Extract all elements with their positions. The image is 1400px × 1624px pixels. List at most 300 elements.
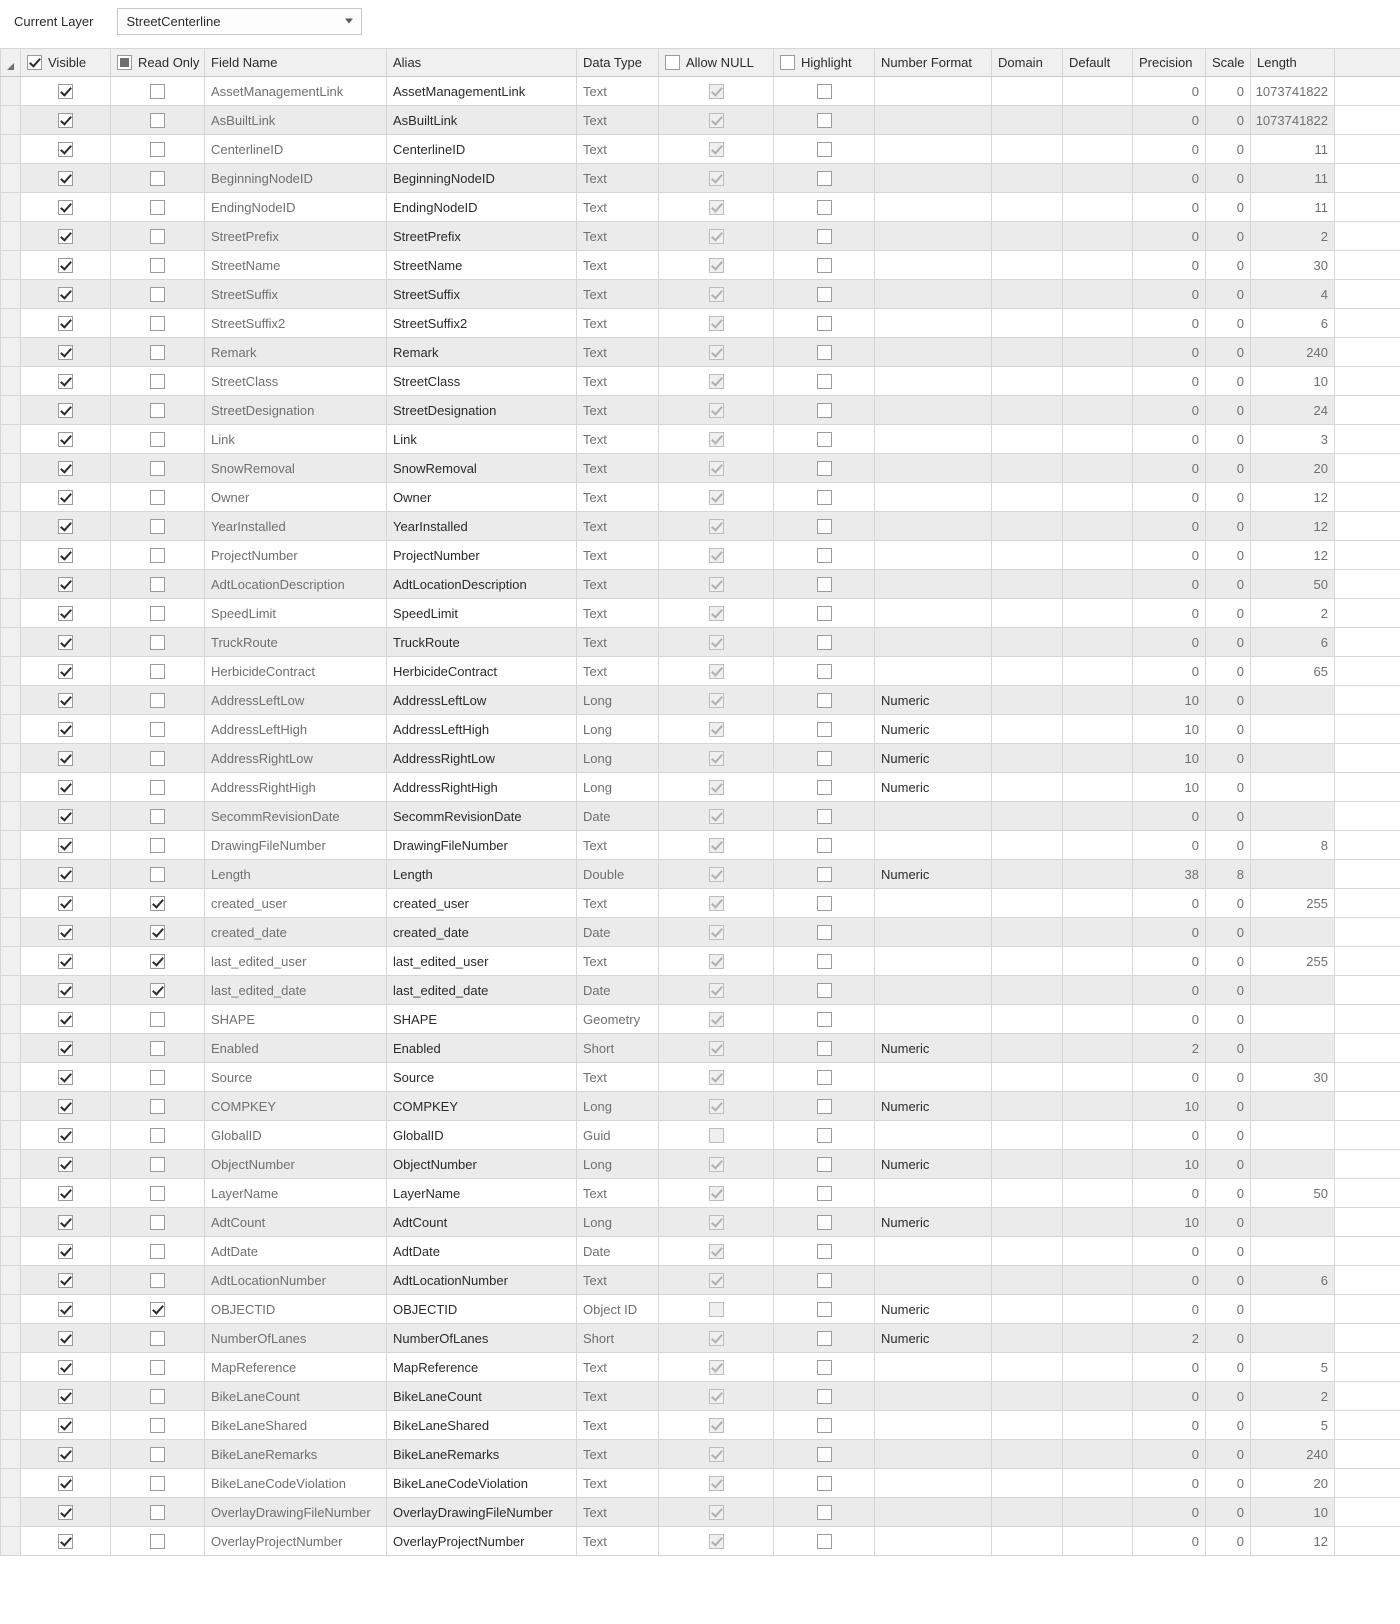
scale-cell[interactable]: [1206, 715, 1251, 744]
length-cell[interactable]: [1251, 1353, 1335, 1382]
highlight-checkbox[interactable]: [817, 1331, 832, 1346]
scale-cell[interactable]: [1206, 135, 1251, 164]
readonly-cell[interactable]: [111, 1121, 205, 1150]
table-row[interactable]: [1, 976, 1400, 1005]
visible-cell[interactable]: [21, 744, 111, 773]
readonly-cell[interactable]: [111, 1266, 205, 1295]
highlight-cell[interactable]: [774, 599, 875, 628]
highlight-cell[interactable]: [774, 686, 875, 715]
domain-cell[interactable]: [992, 1237, 1063, 1266]
precision-cell[interactable]: [1133, 1324, 1206, 1353]
highlight-cell[interactable]: [774, 1121, 875, 1150]
visible-checkbox[interactable]: [58, 1302, 73, 1317]
precision-cell[interactable]: [1133, 802, 1206, 831]
visible-cell[interactable]: [21, 541, 111, 570]
numberformat-cell[interactable]: [875, 1063, 992, 1092]
readonly-cell[interactable]: [111, 773, 205, 802]
fieldname-cell[interactable]: [205, 309, 387, 338]
precision-cell[interactable]: [1133, 1295, 1206, 1324]
datatype-cell[interactable]: [577, 1237, 659, 1266]
fieldname-cell[interactable]: [205, 1034, 387, 1063]
allownull-cell[interactable]: [659, 222, 774, 251]
row-selector[interactable]: [1, 454, 21, 483]
highlight-checkbox[interactable]: [817, 1186, 832, 1201]
highlight-checkbox[interactable]: [817, 809, 832, 824]
precision-cell[interactable]: [1133, 744, 1206, 773]
numberformat-cell[interactable]: [875, 1411, 992, 1440]
highlight-cell[interactable]: [774, 1324, 875, 1353]
visible-checkbox[interactable]: [58, 113, 73, 128]
visible-checkbox[interactable]: [58, 1418, 73, 1433]
domain-cell[interactable]: [992, 1121, 1063, 1150]
domain-cell[interactable]: [992, 802, 1063, 831]
table-row[interactable]: [1, 715, 1400, 744]
row-selector[interactable]: [1, 1237, 21, 1266]
fieldname-cell[interactable]: [205, 1498, 387, 1527]
readonly-cell[interactable]: [111, 1353, 205, 1382]
highlight-checkbox[interactable]: [817, 374, 832, 389]
current-layer-dropdown[interactable]: [117, 8, 362, 35]
default-cell[interactable]: [1063, 1150, 1133, 1179]
datatype-cell[interactable]: [577, 1121, 659, 1150]
highlight-checkbox[interactable]: [817, 867, 832, 882]
readonly-cell[interactable]: [111, 715, 205, 744]
visible-checkbox[interactable]: [58, 606, 73, 621]
alias-cell[interactable]: [387, 599, 577, 628]
fieldname-cell[interactable]: [205, 570, 387, 599]
allownull-cell[interactable]: [659, 193, 774, 222]
allownull-cell[interactable]: [659, 773, 774, 802]
highlight-cell[interactable]: [774, 512, 875, 541]
visible-cell[interactable]: [21, 1469, 111, 1498]
row-selector[interactable]: [1, 1527, 21, 1556]
default-cell[interactable]: [1063, 1324, 1133, 1353]
row-selector[interactable]: [1, 1469, 21, 1498]
numberformat-cell[interactable]: [875, 1527, 992, 1556]
highlight-checkbox[interactable]: [817, 606, 832, 621]
domain-cell[interactable]: [992, 106, 1063, 135]
highlight-cell[interactable]: [774, 802, 875, 831]
allownull-header-checkbox[interactable]: [665, 55, 680, 70]
allownull-cell[interactable]: [659, 367, 774, 396]
table-row[interactable]: [1, 1440, 1400, 1469]
highlight-checkbox[interactable]: [817, 287, 832, 302]
datatype-cell[interactable]: [577, 106, 659, 135]
numberformat-cell[interactable]: [875, 280, 992, 309]
row-selector[interactable]: [1, 1034, 21, 1063]
precision-cell[interactable]: [1133, 1382, 1206, 1411]
fieldname-cell[interactable]: [205, 1324, 387, 1353]
visible-checkbox[interactable]: [58, 229, 73, 244]
default-cell[interactable]: [1063, 135, 1133, 164]
fieldname-cell[interactable]: [205, 1295, 387, 1324]
visible-cell[interactable]: [21, 1266, 111, 1295]
highlight-checkbox[interactable]: [817, 1041, 832, 1056]
readonly-checkbox[interactable]: [150, 200, 165, 215]
readonly-cell[interactable]: [111, 744, 205, 773]
fieldname-cell[interactable]: [205, 367, 387, 396]
datatype-cell[interactable]: [577, 222, 659, 251]
numberformat-cell[interactable]: [875, 309, 992, 338]
row-selector[interactable]: [1, 1208, 21, 1237]
highlight-cell[interactable]: [774, 367, 875, 396]
readonly-checkbox[interactable]: [150, 1186, 165, 1201]
table-row[interactable]: [1, 454, 1400, 483]
alias-cell[interactable]: [387, 889, 577, 918]
readonly-cell[interactable]: [111, 1498, 205, 1527]
table-row[interactable]: [1, 1266, 1400, 1295]
readonly-cell[interactable]: [111, 802, 205, 831]
precision-cell[interactable]: [1133, 1121, 1206, 1150]
precision-cell[interactable]: [1133, 309, 1206, 338]
scale-cell[interactable]: [1206, 1498, 1251, 1527]
visible-cell[interactable]: [21, 860, 111, 889]
default-cell[interactable]: [1063, 1121, 1133, 1150]
domain-cell[interactable]: [992, 1034, 1063, 1063]
visible-cell[interactable]: [21, 1005, 111, 1034]
domain-cell[interactable]: [992, 1324, 1063, 1353]
default-cell[interactable]: [1063, 1295, 1133, 1324]
numberformat-cell[interactable]: [875, 106, 992, 135]
readonly-cell[interactable]: [111, 164, 205, 193]
readonly-cell[interactable]: [111, 1411, 205, 1440]
fieldname-cell[interactable]: [205, 773, 387, 802]
default-cell[interactable]: [1063, 77, 1133, 106]
scale-cell[interactable]: [1206, 1179, 1251, 1208]
visible-cell[interactable]: [21, 77, 111, 106]
allownull-cell[interactable]: [659, 947, 774, 976]
alias-cell[interactable]: [387, 193, 577, 222]
highlight-cell[interactable]: [774, 1150, 875, 1179]
scale-cell[interactable]: [1206, 193, 1251, 222]
highlight-cell[interactable]: [774, 1440, 875, 1469]
numberformat-cell[interactable]: [875, 454, 992, 483]
precision-cell[interactable]: [1133, 1208, 1206, 1237]
visible-cell[interactable]: [21, 1295, 111, 1324]
precision-cell[interactable]: [1133, 1150, 1206, 1179]
domain-cell[interactable]: [992, 1208, 1063, 1237]
length-cell[interactable]: [1251, 976, 1335, 1005]
numberformat-cell[interactable]: [875, 976, 992, 1005]
row-selector[interactable]: [1, 831, 21, 860]
datatype-cell[interactable]: [577, 1469, 659, 1498]
default-cell[interactable]: [1063, 628, 1133, 657]
highlight-checkbox[interactable]: [817, 693, 832, 708]
precision-cell[interactable]: [1133, 1469, 1206, 1498]
domain-cell[interactable]: [992, 1498, 1063, 1527]
highlight-cell[interactable]: [774, 541, 875, 570]
readonly-cell[interactable]: [111, 918, 205, 947]
datatype-cell[interactable]: [577, 599, 659, 628]
default-cell[interactable]: [1063, 1411, 1133, 1440]
scale-cell[interactable]: [1206, 802, 1251, 831]
readonly-cell[interactable]: [111, 889, 205, 918]
default-cell[interactable]: [1063, 222, 1133, 251]
numberformat-cell[interactable]: [875, 947, 992, 976]
datatype-cell[interactable]: [577, 396, 659, 425]
readonly-cell[interactable]: [111, 106, 205, 135]
alias-cell[interactable]: [387, 715, 577, 744]
default-cell[interactable]: [1063, 541, 1133, 570]
visible-cell[interactable]: [21, 947, 111, 976]
domain-cell[interactable]: [992, 860, 1063, 889]
length-cell[interactable]: [1251, 570, 1335, 599]
readonly-cell[interactable]: [111, 77, 205, 106]
table-row[interactable]: [1, 309, 1400, 338]
length-cell[interactable]: [1251, 77, 1335, 106]
readonly-checkbox[interactable]: [150, 229, 165, 244]
scale-cell[interactable]: [1206, 657, 1251, 686]
table-row[interactable]: [1, 1469, 1400, 1498]
visible-checkbox[interactable]: [58, 1331, 73, 1346]
fieldname-cell[interactable]: [205, 1121, 387, 1150]
row-selector[interactable]: [1, 1498, 21, 1527]
highlight-cell[interactable]: [774, 947, 875, 976]
datatype-cell[interactable]: [577, 77, 659, 106]
visible-cell[interactable]: [21, 1382, 111, 1411]
precision-cell[interactable]: [1133, 77, 1206, 106]
readonly-cell[interactable]: [111, 338, 205, 367]
default-cell[interactable]: [1063, 1266, 1133, 1295]
length-cell[interactable]: [1251, 1034, 1335, 1063]
alias-cell[interactable]: [387, 1208, 577, 1237]
highlight-cell[interactable]: [774, 1034, 875, 1063]
fieldname-cell[interactable]: [205, 831, 387, 860]
highlight-cell[interactable]: [774, 1498, 875, 1527]
fieldname-cell[interactable]: [205, 193, 387, 222]
allownull-cell[interactable]: [659, 1179, 774, 1208]
highlight-checkbox[interactable]: [817, 316, 832, 331]
highlight-cell[interactable]: [774, 309, 875, 338]
precision-cell[interactable]: [1133, 570, 1206, 599]
allownull-cell[interactable]: [659, 715, 774, 744]
datatype-cell[interactable]: [577, 1208, 659, 1237]
datatype-cell[interactable]: [577, 1179, 659, 1208]
default-cell[interactable]: [1063, 1179, 1133, 1208]
visible-cell[interactable]: [21, 686, 111, 715]
precision-cell[interactable]: [1133, 1005, 1206, 1034]
highlight-checkbox[interactable]: [817, 461, 832, 476]
visible-cell[interactable]: [21, 918, 111, 947]
datatype-cell[interactable]: [577, 135, 659, 164]
scale-cell[interactable]: [1206, 918, 1251, 947]
table-row[interactable]: [1, 686, 1400, 715]
readonly-checkbox[interactable]: [150, 1534, 165, 1549]
domain-cell[interactable]: [992, 483, 1063, 512]
length-cell[interactable]: [1251, 773, 1335, 802]
visible-checkbox[interactable]: [58, 432, 73, 447]
highlight-checkbox[interactable]: [817, 1244, 832, 1259]
readonly-cell[interactable]: [111, 1237, 205, 1266]
highlight-cell[interactable]: [774, 135, 875, 164]
readonly-cell[interactable]: [111, 1295, 205, 1324]
visible-cell[interactable]: [21, 367, 111, 396]
visible-cell[interactable]: [21, 570, 111, 599]
row-selector[interactable]: [1, 106, 21, 135]
table-row[interactable]: [1, 1179, 1400, 1208]
highlight-cell[interactable]: [774, 1382, 875, 1411]
column-header-datatype[interactable]: [577, 49, 659, 77]
row-selector[interactable]: [1, 1353, 21, 1382]
datatype-cell[interactable]: [577, 715, 659, 744]
visible-cell[interactable]: [21, 309, 111, 338]
row-selector[interactable]: [1, 425, 21, 454]
alias-cell[interactable]: [387, 251, 577, 280]
visible-checkbox[interactable]: [58, 838, 73, 853]
alias-cell[interactable]: [387, 570, 577, 599]
highlight-cell[interactable]: [774, 744, 875, 773]
row-selector[interactable]: [1, 135, 21, 164]
length-cell[interactable]: [1251, 860, 1335, 889]
scale-cell[interactable]: [1206, 338, 1251, 367]
row-selector[interactable]: [1, 1324, 21, 1353]
highlight-cell[interactable]: [774, 1237, 875, 1266]
datatype-cell[interactable]: [577, 512, 659, 541]
default-cell[interactable]: [1063, 860, 1133, 889]
visible-checkbox[interactable]: [58, 1215, 73, 1230]
visible-checkbox[interactable]: [58, 519, 73, 534]
row-selector[interactable]: [1, 512, 21, 541]
length-cell[interactable]: [1251, 396, 1335, 425]
domain-cell[interactable]: [992, 541, 1063, 570]
fieldname-cell[interactable]: [205, 1179, 387, 1208]
visible-checkbox[interactable]: [58, 142, 73, 157]
table-row[interactable]: [1, 1150, 1400, 1179]
fieldname-cell[interactable]: [205, 396, 387, 425]
fieldname-cell[interactable]: [205, 976, 387, 1005]
readonly-checkbox[interactable]: [150, 722, 165, 737]
row-selector[interactable]: [1, 947, 21, 976]
allownull-cell[interactable]: [659, 541, 774, 570]
readonly-checkbox[interactable]: [150, 693, 165, 708]
table-row[interactable]: [1, 367, 1400, 396]
default-cell[interactable]: [1063, 686, 1133, 715]
alias-cell[interactable]: [387, 1353, 577, 1382]
highlight-cell[interactable]: [774, 1295, 875, 1324]
default-cell[interactable]: [1063, 338, 1133, 367]
table-row[interactable]: [1, 512, 1400, 541]
length-cell[interactable]: [1251, 744, 1335, 773]
highlight-cell[interactable]: [774, 976, 875, 1005]
allownull-cell[interactable]: [659, 1324, 774, 1353]
visible-cell[interactable]: [21, 396, 111, 425]
scale-cell[interactable]: [1206, 860, 1251, 889]
allownull-cell[interactable]: [659, 889, 774, 918]
allownull-cell[interactable]: [659, 628, 774, 657]
readonly-checkbox[interactable]: [150, 287, 165, 302]
fieldname-cell[interactable]: [205, 744, 387, 773]
visible-cell[interactable]: [21, 1237, 111, 1266]
domain-cell[interactable]: [992, 1469, 1063, 1498]
alias-cell[interactable]: [387, 686, 577, 715]
readonly-checkbox[interactable]: [150, 345, 165, 360]
default-cell[interactable]: [1063, 657, 1133, 686]
table-row[interactable]: [1, 1237, 1400, 1266]
visible-checkbox[interactable]: [58, 1070, 73, 1085]
readonly-checkbox[interactable]: [150, 925, 165, 940]
allownull-cell[interactable]: [659, 831, 774, 860]
alias-cell[interactable]: [387, 280, 577, 309]
alias-cell[interactable]: [387, 77, 577, 106]
default-cell[interactable]: [1063, 831, 1133, 860]
length-cell[interactable]: [1251, 135, 1335, 164]
visible-cell[interactable]: [21, 135, 111, 164]
readonly-checkbox[interactable]: [150, 403, 165, 418]
visible-cell[interactable]: [21, 1324, 111, 1353]
length-cell[interactable]: [1251, 309, 1335, 338]
datatype-cell[interactable]: [577, 1266, 659, 1295]
highlight-cell[interactable]: [774, 570, 875, 599]
readonly-cell[interactable]: [111, 686, 205, 715]
column-header-numberformat[interactable]: [875, 49, 992, 77]
numberformat-cell[interactable]: [875, 1266, 992, 1295]
length-cell[interactable]: [1251, 483, 1335, 512]
highlight-cell[interactable]: [774, 1208, 875, 1237]
domain-cell[interactable]: [992, 831, 1063, 860]
alias-cell[interactable]: [387, 773, 577, 802]
highlight-checkbox[interactable]: [817, 142, 832, 157]
table-row[interactable]: [1, 773, 1400, 802]
length-cell[interactable]: [1251, 889, 1335, 918]
domain-cell[interactable]: [992, 744, 1063, 773]
readonly-checkbox[interactable]: [150, 780, 165, 795]
domain-cell[interactable]: [992, 1092, 1063, 1121]
row-selector[interactable]: [1, 367, 21, 396]
alias-cell[interactable]: [387, 657, 577, 686]
highlight-cell[interactable]: [774, 889, 875, 918]
numberformat-cell[interactable]: [875, 686, 992, 715]
precision-cell[interactable]: [1133, 686, 1206, 715]
highlight-cell[interactable]: [774, 1353, 875, 1382]
highlight-checkbox[interactable]: [817, 1215, 832, 1230]
highlight-cell[interactable]: [774, 918, 875, 947]
alias-cell[interactable]: [387, 947, 577, 976]
precision-cell[interactable]: [1133, 1353, 1206, 1382]
scale-cell[interactable]: [1206, 1440, 1251, 1469]
scale-cell[interactable]: [1206, 454, 1251, 483]
length-cell[interactable]: [1251, 193, 1335, 222]
highlight-checkbox[interactable]: [817, 1128, 832, 1143]
scale-cell[interactable]: [1206, 1237, 1251, 1266]
fields-grid-container[interactable]: [0, 48, 1400, 1624]
default-cell[interactable]: [1063, 1034, 1133, 1063]
default-cell[interactable]: [1063, 483, 1133, 512]
alias-cell[interactable]: [387, 222, 577, 251]
domain-cell[interactable]: [992, 947, 1063, 976]
readonly-checkbox[interactable]: [150, 1157, 165, 1172]
highlight-checkbox[interactable]: [817, 1070, 832, 1085]
row-selector[interactable]: [1, 1092, 21, 1121]
default-cell[interactable]: [1063, 1440, 1133, 1469]
precision-cell[interactable]: [1133, 1092, 1206, 1121]
visible-cell[interactable]: [21, 1440, 111, 1469]
readonly-cell[interactable]: [111, 483, 205, 512]
visible-cell[interactable]: [21, 976, 111, 1005]
row-selector[interactable]: [1, 280, 21, 309]
length-cell[interactable]: [1251, 1469, 1335, 1498]
precision-cell[interactable]: [1133, 338, 1206, 367]
scale-cell[interactable]: [1206, 1382, 1251, 1411]
table-row[interactable]: [1, 280, 1400, 309]
table-row[interactable]: [1, 570, 1400, 599]
fieldname-cell[interactable]: [205, 425, 387, 454]
allownull-cell[interactable]: [659, 1208, 774, 1237]
allownull-cell[interactable]: [659, 135, 774, 164]
table-row[interactable]: [1, 483, 1400, 512]
readonly-checkbox[interactable]: [150, 1447, 165, 1462]
length-cell[interactable]: [1251, 541, 1335, 570]
readonly-checkbox[interactable]: [150, 1389, 165, 1404]
